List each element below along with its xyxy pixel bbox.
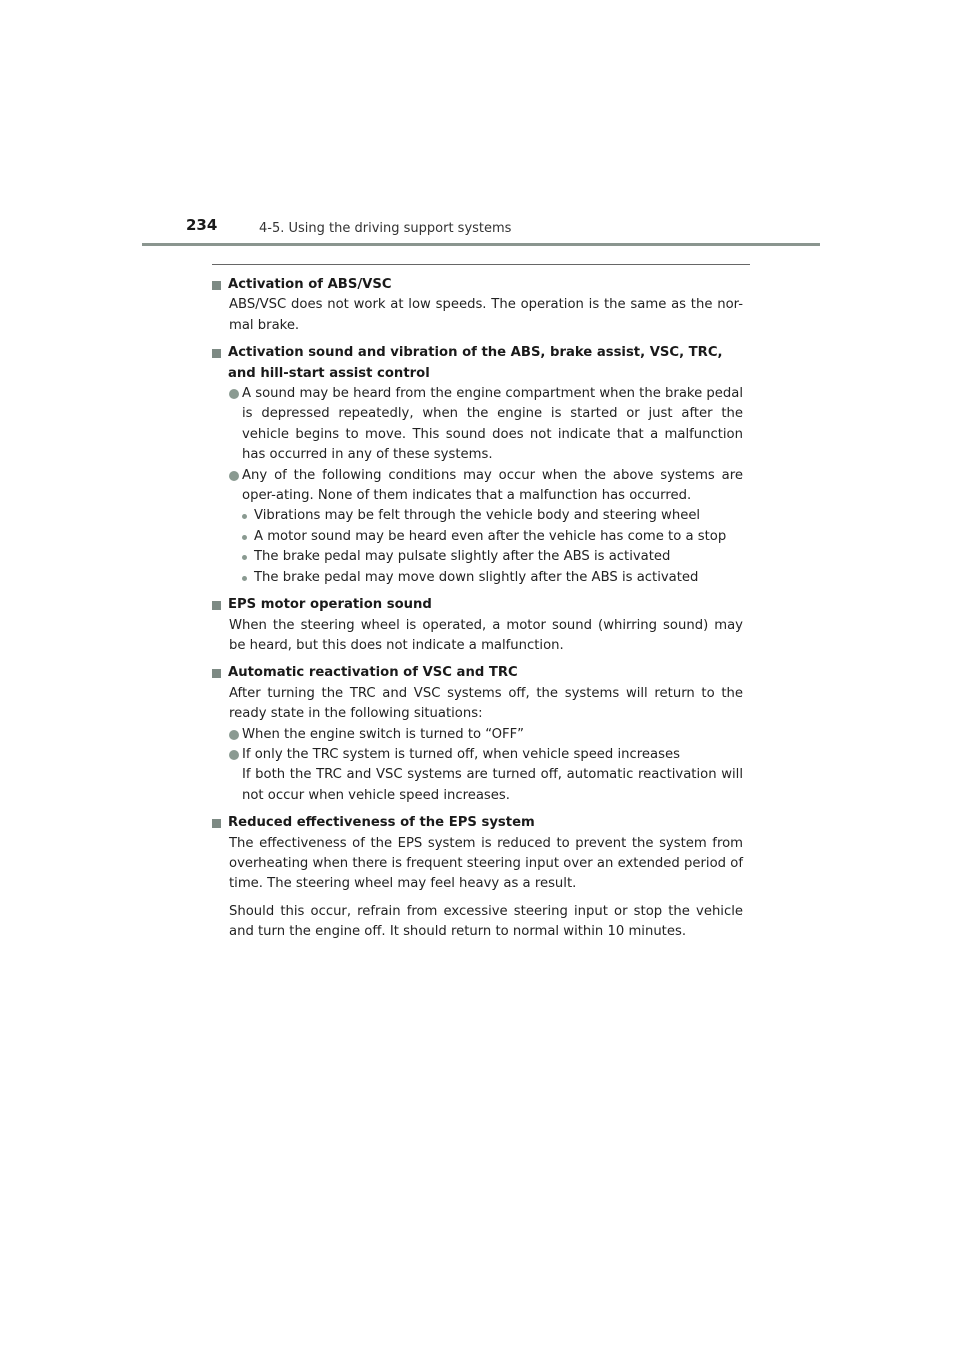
- indented-note: [229, 765, 743, 806]
- section-body: When the steering wheel is operated, a motor sound (whirring sound) may be heard, but this does not indicate a malfunction.: [229, 617, 743, 653]
- header-rule: [142, 243, 820, 246]
- section-heading: [212, 595, 743, 615]
- sub-list-item: [242, 547, 743, 567]
- sub-list-item-text: A motor sound may be heard even after the vehicle has come to a stop: [254, 528, 727, 544]
- section-body: The effectiveness of the EPS system is reduced to prevent the system from overheating when there is frequent steering input over an extended period of time. The steering wheel may feel heavy as a result.: [229, 835, 743, 892]
- sub-list-item-text: The brake pedal may move down slightly after the ABS is activated: [254, 569, 699, 585]
- square-marker-icon: [212, 601, 221, 610]
- section-auto-reactivation: [212, 663, 743, 806]
- bullet-dot-icon: [229, 730, 239, 740]
- section-body-second: Should this occur, refrain from excessive steering input or stop the vehicle and turn the engine off. It should return to normal within 10 minutes.: [229, 903, 743, 940]
- small-dot-icon: [242, 576, 247, 581]
- section-eps-sound: [212, 595, 743, 656]
- section-heading-text: Activation sound and vibration of the ABS, brake assist, VSC, TRC, and hill-start assist control: [228, 345, 723, 381]
- note-text: If both the TRC and VSC systems are turned off, automatic reactivation will not occur when vehicle speed increases.: [242, 767, 743, 803]
- section-heading-text: Automatic reactivation of VSC and TRC: [228, 665, 518, 681]
- list-item-text: When the engine switch is turned to “OFF”: [242, 726, 525, 742]
- square-marker-icon: [212, 819, 221, 828]
- list-item: [229, 725, 743, 745]
- section-body: ABS/VSC does not work at low speeds. The operation is the same as the nor-mal brake.: [229, 297, 743, 333]
- section-body: After turning the TRC and VSC systems off, the systems will return to the ready state in the following situations:: [229, 685, 743, 722]
- list-item-text: Any of the following conditions may occur when the above systems are oper-ating. None of them indicates that a malfunction has occurred.: [242, 467, 743, 504]
- list-item-text: A sound may be heard from the engine compartment when the brake pedal is depressed repeatedly, when the engine is started or just after the vehicle begins to move. This sound does not indicate that a malfunction has occurred in any of these systems.: [242, 386, 743, 463]
- list-item: [229, 466, 743, 507]
- sub-list: [229, 506, 743, 588]
- section-heading-text: Activation of ABS/VSC: [228, 277, 392, 292]
- list-item-text: If only the TRC system is turned off, when vehicle speed increases: [242, 746, 680, 762]
- section-heading: [212, 813, 743, 833]
- section-heading-text: Reduced effectiveness of the EPS system: [228, 815, 535, 831]
- section-heading-text: EPS motor operation sound: [228, 597, 432, 613]
- section-heading: [212, 275, 743, 295]
- section-abs-vsc: [212, 275, 743, 336]
- square-marker-icon: [212, 281, 221, 290]
- section-heading: [212, 343, 743, 384]
- sub-list-item-text: The brake pedal may pulsate slightly after the ABS is activated: [254, 549, 671, 565]
- section-title: 4-5. Using the driving support systems: [259, 221, 512, 236]
- sub-list-item: [242, 568, 743, 588]
- page-header: [0, 0, 960, 250]
- square-marker-icon: [212, 349, 221, 358]
- sub-list-item-text: Vibrations may be felt through the vehicle body and steering wheel: [254, 508, 701, 524]
- section-eps-reduced: [212, 813, 743, 942]
- section-activation-sound: [212, 343, 743, 588]
- small-dot-icon: [242, 555, 247, 560]
- sub-list-item: [242, 506, 743, 526]
- list-item: [229, 384, 743, 466]
- list-item: [229, 745, 743, 765]
- bullet-dot-icon: [229, 389, 239, 399]
- page-number: 234: [186, 216, 218, 234]
- section-heading: [212, 663, 743, 683]
- square-marker-icon: [212, 669, 221, 678]
- content-rule: [212, 264, 750, 265]
- page-content: [212, 275, 743, 950]
- small-dot-icon: [242, 514, 247, 519]
- bullet-dot-icon: [229, 750, 239, 760]
- bullet-dot-icon: [229, 471, 239, 481]
- small-dot-icon: [242, 535, 247, 540]
- sub-list-item: [242, 527, 743, 547]
